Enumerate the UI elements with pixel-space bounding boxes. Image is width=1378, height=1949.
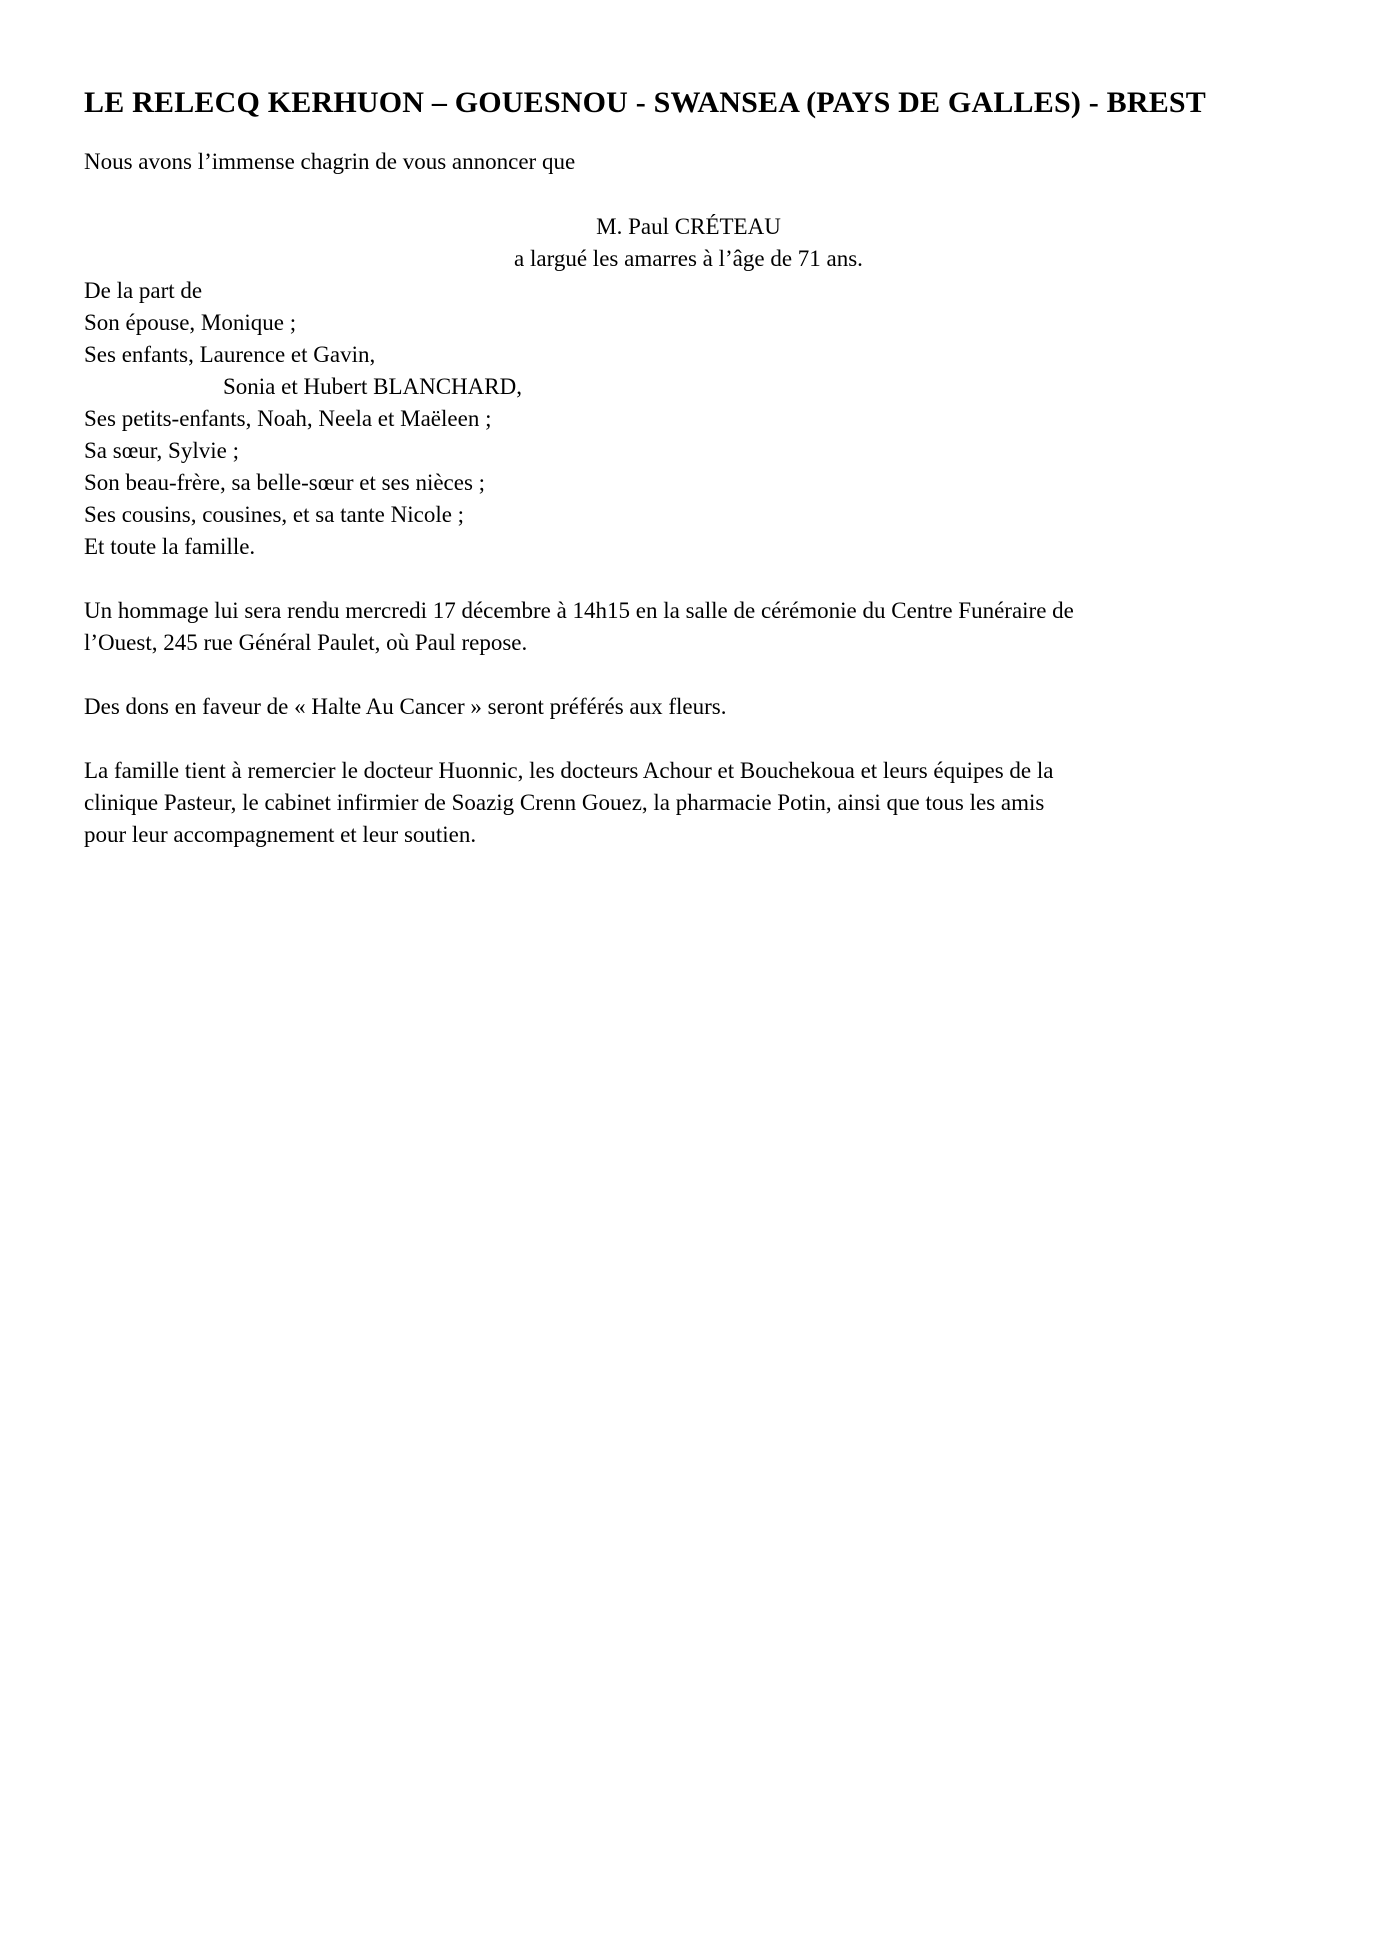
thanks-line-1: La famille tient à remercier le docteur Huonnic, les docteurs Achour et Bouchekoua et leurs équipes de la: [84, 758, 1054, 783]
deceased-age-line: a largué les amarres à l’âge de 71 ans.: [514, 246, 863, 271]
family-block: [84, 275, 1293, 563]
family-line-children: Ses enfants, Laurence et Gavin,: [84, 342, 376, 367]
announcement-block: [84, 211, 1293, 275]
family-lead: De la part de: [84, 278, 203, 303]
family-line-whole-family: Et toute la famille.: [84, 534, 256, 559]
thanks-line-2: clinique Pasteur, le cabinet infirmier de Soazig Crenn Gouez, la pharmacie Potin, ainsi que tous les amis: [84, 790, 1045, 815]
obituary-content: [84, 83, 1293, 851]
ceremony-line-1: Un hommage lui sera rendu mercredi 17 décembre à 14h15 en la salle de cérémonie du Centre Funéraire de: [84, 598, 1074, 623]
cities-title: LE RELECQ KERHUON – GOUESNOU - SWANSEA (PAYS DE GALLES) - BREST: [84, 86, 1206, 119]
ceremony-paragraph: [84, 595, 1293, 659]
family-line-inlaws: Son beau-frère, sa belle-sœur et ses nièces ;: [84, 470, 486, 495]
family-line-grandchildren: Ses petits-enfants, Noah, Neela et Maëleen ;: [84, 406, 492, 431]
family-line-spouse: Son épouse, Monique ;: [84, 310, 297, 335]
donation-line: Des dons en faveur de « Halte Au Cancer » seront préférés aux fleurs.: [84, 694, 727, 719]
thanks-paragraph: [84, 755, 1293, 851]
family-line-children-2: Sonia et Hubert BLANCHARD,: [223, 374, 522, 399]
deceased-name: M. Paul CRÉTEAU: [596, 214, 781, 239]
intro-line: Nous avons l’immense chagrin de vous annoncer que: [84, 149, 576, 174]
thanks-line-3: pour leur accompagnement et leur soutien.: [84, 822, 477, 847]
family-line-cousins: Ses cousins, cousines, et sa tante Nicole ;: [84, 502, 465, 527]
ceremony-line-2: l’Ouest, 245 rue Général Paulet, où Paul repose.: [84, 630, 528, 655]
family-line-sister: Sa sœur, Sylvie ;: [84, 438, 239, 463]
